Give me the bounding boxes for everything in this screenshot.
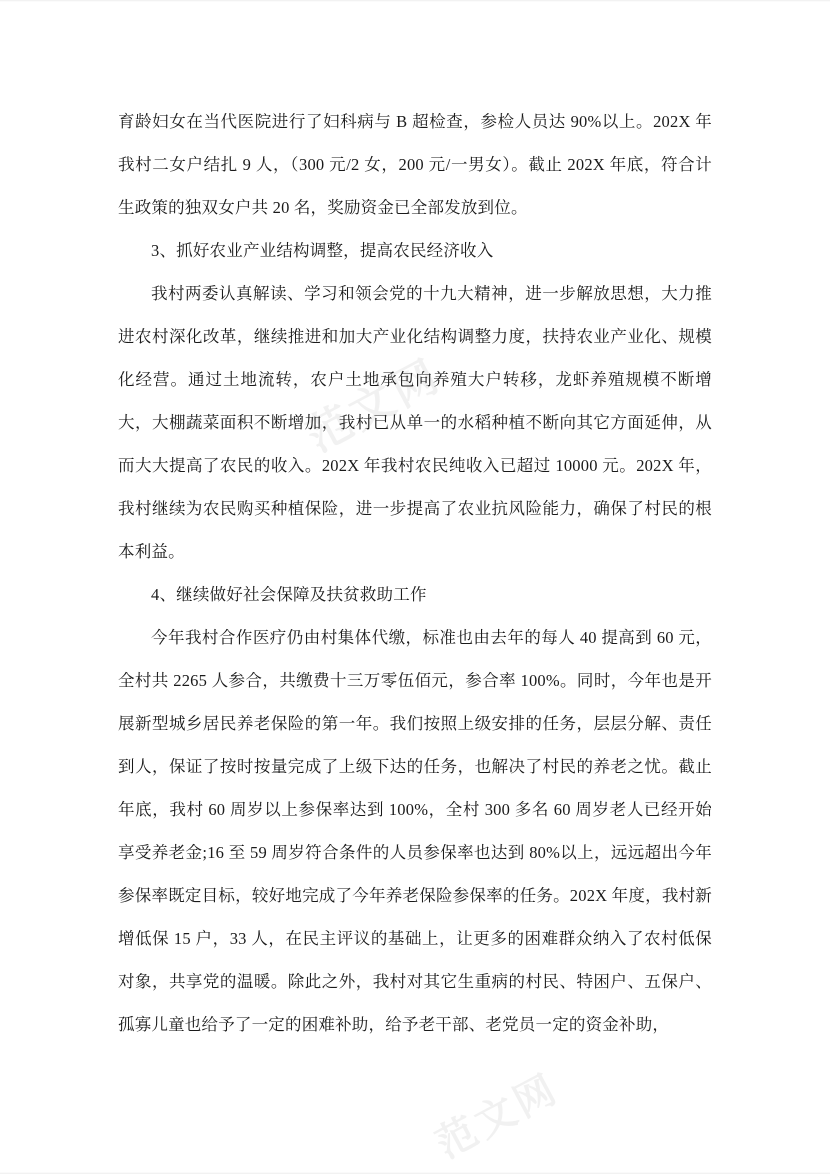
- paragraph-heading: 3、抓好农业产业结构调整，提高农民经济收入: [151, 241, 494, 260]
- document-body: [118, 100, 712, 1046]
- paragraph: 育龄妇女在当代医院进行了妇科病与 B 超检查，参检人员达 90%以上。202X 年我村二女户结扎 9 人，（300 元/2 女，200 元/一男女）。截止 202X 年底，符合计生政策的独双女户共 20 名，奖励资金已全部发放到位。: [118, 112, 712, 217]
- watermark-text: 范文网: [299, 350, 450, 462]
- watermark-text: 范文网: [429, 1066, 567, 1168]
- paragraph-heading: 4、继续做好社会保障及扶贫救助工作: [151, 585, 427, 604]
- paragraph: 我村两委认真解读、学习和领会党的十九大精神，进一步解放思想，大力推进农村深化改革，继续推进和加大产业化结构调整力度，扶持农业产业化、规模化经营。通过土地流转，农户土地承包向养殖大户转移，龙虾养殖规模不断增大，大棚蔬菜面积不断增加，我村已从单一的水稻种植不断向其它方面延伸，从而大大提高了农民的收入。202X 年我村农民纯收入已超过 10000 元。202X 年，我村继续为农民购买种植保险，进一步提高了农业抗风险能力，确保了村民的根本利益。: [118, 284, 712, 561]
- paragraph: 今年我村合作医疗仍由村集体代缴，标准也由去年的每人 40 提高到 60 元，全村共 2265 人参合，共缴费十三万零伍佰元，参合率 100%。同时，今年也是开展新型城乡居民养老保险的第一年。我们按照上级安排的任务，层层分解、责任到人，保证了按时按量完成了上级下达的任务，也解决了村民的养老之忧。截止年底，我村 60 周岁以上参保率达到 100%，全村 300 多名 60 周岁老人已经开始享受养老金;16 至 59 周岁符合条件的人员参保率也达到 80%以上，远远超出今年参保率既定目标，较好地完成了今年养老保险参保率的任务。202X 年度，我村新增低保 15 户，33 人，在民主评议的基础上，让更多的困难群众纳入了农村低保对象，共享党的温暖。除此之外，我村对其它生重病的村民、特困户、五保户、孤寡儿童也给予了一定的困难补助，给予老干部、老党员一定的资金补助，: [118, 628, 712, 1034]
